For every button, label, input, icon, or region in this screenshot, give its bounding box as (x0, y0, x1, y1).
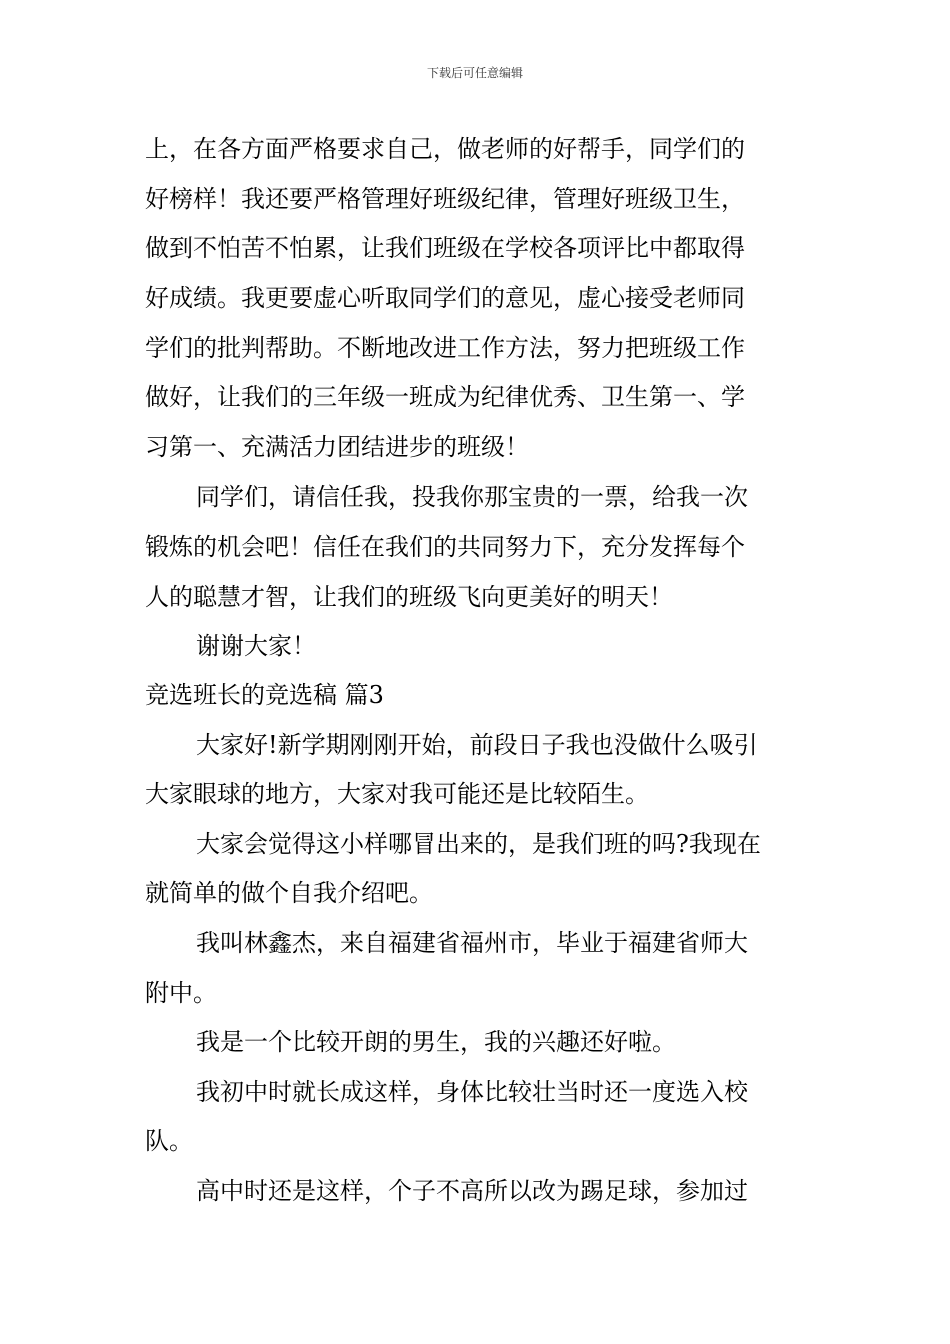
text-line: 学们的批判帮助。不断地改进工作方法，努力把班级工作 (145, 334, 745, 362)
text-line: 上，在各方面严格要求自己，做老师的好帮手，同学们的 (145, 135, 745, 163)
text-line: 大家眼球的地方，大家对我可能还是比较陌生。 (145, 780, 649, 808)
text-line: 就简单的做个自我介绍吧。 (145, 879, 433, 907)
text-line: 人的聪慧才智，让我们的班级飞向更美好的明天！ (145, 583, 673, 611)
paragraph-first-line: 我叫林鑫杰，来自福建省福州市，毕业于福建省师大 (196, 929, 748, 957)
paragraph-first-line: 高中时还是这样，个子不高所以改为踢足球，参加过 (196, 1177, 748, 1205)
text-line: 做到不怕苦不怕累，让我们班级在学校各项评比中都取得 (145, 234, 745, 262)
section-heading: 竞选班长的竞选稿 篇3 (145, 681, 384, 709)
paragraph-first-line: 同学们，请信任我，投我你那宝贵的一票，给我一次 (196, 483, 748, 511)
text-line: 锻炼的机会吧！信任在我们的共同努力下，充分发挥每个 (145, 533, 745, 561)
paragraph-first-line: 我是一个比较开朗的男生，我的兴趣还好啦。 (196, 1028, 676, 1056)
paragraph-first-line: 谢谢大家！ (196, 632, 316, 660)
paragraph-first-line: 我初中时就长成这样，身体比较壮当时还一度选入校 (196, 1078, 748, 1106)
paragraph-first-line: 大家会觉得这小样哪冒出来的，是我们班的吗?我现在 (196, 830, 761, 858)
text-line: 做好，让我们的三年级一班成为纪律优秀、卫生第一、学 (145, 383, 745, 411)
paragraph-first-line: 大家好!新学期刚刚开始，前段日子我也没做什么吸引 (196, 731, 758, 759)
page-header: 下载后可任意编辑 (426, 66, 523, 80)
text-line: 习第一、充满活力团结进步的班级！ (145, 433, 529, 461)
text-line: 好成绩。我更要虚心听取同学们的意见，虚心接受老师同 (145, 284, 745, 312)
text-line: 队。 (145, 1127, 193, 1155)
text-line: 好榜样！我还要严格管理好班级纪律，管理好班级卫生， (145, 185, 745, 213)
text-line: 附中。 (145, 979, 217, 1007)
